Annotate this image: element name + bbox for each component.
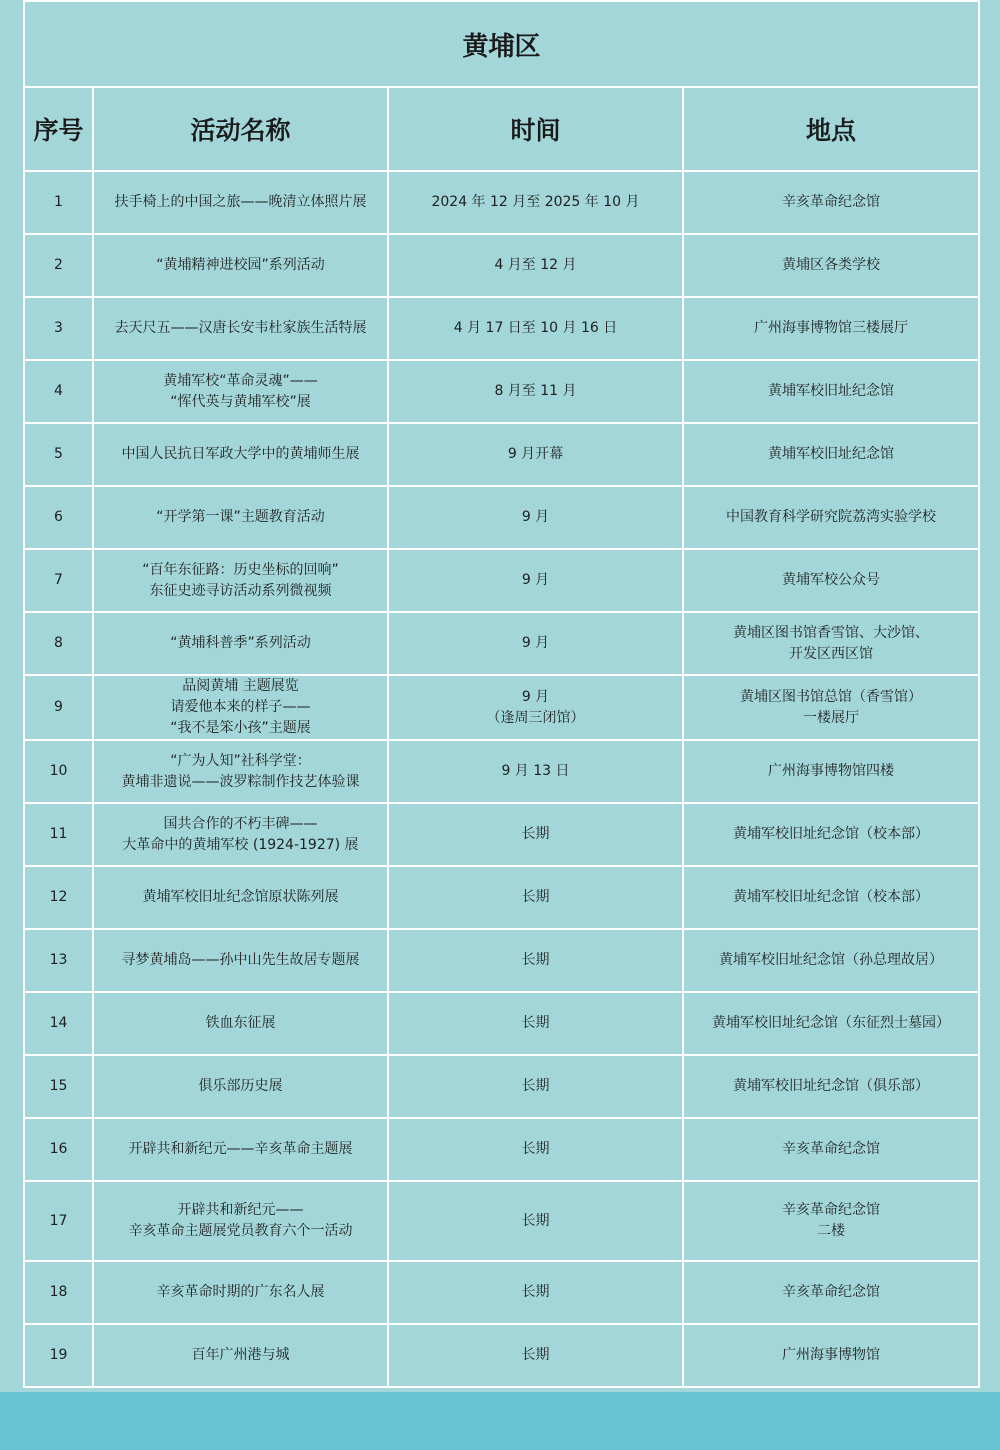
cell-no: 13 xyxy=(24,929,93,992)
cell-place: 黄埔区图书馆香雪馆、大沙馆、 开发区西区馆 xyxy=(683,612,979,675)
cell-activity-name: “百年东征路：历史坐标的回响” 东征史迹寻访活动系列微视频 xyxy=(93,549,388,612)
cell-no: 3 xyxy=(24,297,93,360)
cell-place: 黄埔军校旧址纪念馆（东征烈士墓园） xyxy=(683,992,979,1055)
table-body xyxy=(24,171,979,1387)
cell-place: 黄埔军校旧址纪念馆 xyxy=(683,423,979,486)
header-no: 序号 xyxy=(24,87,93,171)
cell-no: 17 xyxy=(24,1181,93,1261)
table-row xyxy=(24,1261,979,1324)
table-row xyxy=(24,1118,979,1181)
cell-place: 黄埔军校旧址纪念馆（俱乐部） xyxy=(683,1055,979,1118)
cell-time: 长期 xyxy=(388,1055,683,1118)
table-row xyxy=(24,171,979,234)
cell-no: 7 xyxy=(24,549,93,612)
cell-no: 1 xyxy=(24,171,93,234)
cell-time: 9 月 13 日 xyxy=(388,740,683,803)
cell-activity-name: 辛亥革命时期的广东名人展 xyxy=(93,1261,388,1324)
table-row xyxy=(24,1181,979,1261)
cell-no: 2 xyxy=(24,234,93,297)
cell-time: 9 月 xyxy=(388,549,683,612)
cell-activity-name: 寻梦黄埔岛——孙中山先生故居专题展 xyxy=(93,929,388,992)
cell-time: 8 月至 11 月 xyxy=(388,360,683,423)
table-row xyxy=(24,1055,979,1118)
cell-place: 广州海事博物馆四楼 xyxy=(683,740,979,803)
cell-activity-name: 品阅黄埔 主题展览 请爱他本来的样子—— “我不是笨小孩”主题展 xyxy=(93,675,388,740)
cell-time: 长期 xyxy=(388,992,683,1055)
cell-place: 黄埔军校旧址纪念馆（校本部） xyxy=(683,866,979,929)
cell-no: 9 xyxy=(24,675,93,740)
cell-no: 5 xyxy=(24,423,93,486)
cell-place: 广州海事博物馆 xyxy=(683,1324,979,1387)
cell-no: 11 xyxy=(24,803,93,866)
cell-time: 长期 xyxy=(388,866,683,929)
cell-activity-name: 扶手椅上的中国之旅——晚清立体照片展 xyxy=(93,171,388,234)
cell-place: 黄埔军校公众号 xyxy=(683,549,979,612)
cell-activity-name: “黄埔科普季”系列活动 xyxy=(93,612,388,675)
table-row xyxy=(24,360,979,423)
cell-activity-name: “黄埔精神进校园”系列活动 xyxy=(93,234,388,297)
cell-no: 8 xyxy=(24,612,93,675)
cell-no: 15 xyxy=(24,1055,93,1118)
cell-no: 6 xyxy=(24,486,93,549)
cell-activity-name: 俱乐部历史展 xyxy=(93,1055,388,1118)
cell-place: 黄埔军校旧址纪念馆 xyxy=(683,360,979,423)
cell-time: 长期 xyxy=(388,1118,683,1181)
cell-no: 18 xyxy=(24,1261,93,1324)
table-row xyxy=(24,549,979,612)
cell-time: 长期 xyxy=(388,929,683,992)
cell-activity-name: 铁血东征展 xyxy=(93,992,388,1055)
table-row xyxy=(24,803,979,866)
bottom-band xyxy=(0,1392,1000,1450)
cell-time: 4 月 17 日至 10 月 16 日 xyxy=(388,297,683,360)
cell-activity-name: 黄埔军校“革命灵魂”—— “恽代英与黄埔军校”展 xyxy=(93,360,388,423)
cell-activity-name: 开辟共和新纪元—— 辛亥革命主题展党员教育六个一活动 xyxy=(93,1181,388,1261)
cell-time: 9 月开幕 xyxy=(388,423,683,486)
table-row xyxy=(24,423,979,486)
cell-activity-name: “广为人知”社科学堂： 黄埔非遗说——波罗粽制作技艺体验课 xyxy=(93,740,388,803)
cell-time: 长期 xyxy=(388,803,683,866)
cell-activity-name: “开学第一课”主题教育活动 xyxy=(93,486,388,549)
header-row xyxy=(24,87,979,171)
header-place: 地点 xyxy=(683,87,979,171)
header-name: 活动名称 xyxy=(93,87,388,171)
table-row xyxy=(24,297,979,360)
cell-place: 黄埔区各类学校 xyxy=(683,234,979,297)
cell-activity-name: 开辟共和新纪元——辛亥革命主题展 xyxy=(93,1118,388,1181)
table-row xyxy=(24,929,979,992)
cell-place: 辛亥革命纪念馆 xyxy=(683,1261,979,1324)
table-row xyxy=(24,486,979,549)
cell-time: 4 月至 12 月 xyxy=(388,234,683,297)
cell-time: 长期 xyxy=(388,1261,683,1324)
cell-activity-name: 去天尺五——汉唐长安韦杜家族生活特展 xyxy=(93,297,388,360)
table-row xyxy=(24,740,979,803)
table-row xyxy=(24,866,979,929)
cell-place: 广州海事博物馆三楼展厅 xyxy=(683,297,979,360)
cell-time: 9 月 （逢周三闭馆） xyxy=(388,675,683,740)
table-row xyxy=(24,234,979,297)
cell-activity-name: 黄埔军校旧址纪念馆原状陈列展 xyxy=(93,866,388,929)
cell-activity-name: 国共合作的不朽丰碑—— 大革命中的黄埔军校 (1924-1927) 展 xyxy=(93,803,388,866)
cell-no: 4 xyxy=(24,360,93,423)
cell-place: 黄埔区图书馆总馆（香雪馆） 一楼展厅 xyxy=(683,675,979,740)
cell-place: 辛亥革命纪念馆 xyxy=(683,1118,979,1181)
cell-time: 9 月 xyxy=(388,486,683,549)
cell-no: 14 xyxy=(24,992,93,1055)
table-row xyxy=(24,612,979,675)
cell-no: 19 xyxy=(24,1324,93,1387)
header-time: 时间 xyxy=(388,87,683,171)
cell-place: 黄埔军校旧址纪念馆（校本部） xyxy=(683,803,979,866)
cell-time: 长期 xyxy=(388,1181,683,1261)
cell-time: 2024 年 12 月至 2025 年 10 月 xyxy=(388,171,683,234)
table-row xyxy=(24,1324,979,1387)
cell-place: 黄埔军校旧址纪念馆（孙总理故居） xyxy=(683,929,979,992)
cell-activity-name: 百年广州港与城 xyxy=(93,1324,388,1387)
cell-no: 10 xyxy=(24,740,93,803)
table-row xyxy=(24,992,979,1055)
table-row xyxy=(24,675,979,740)
cell-place: 中国教育科学研究院荔湾实验学校 xyxy=(683,486,979,549)
table-title: 黄埔区 xyxy=(24,1,979,87)
cell-no: 16 xyxy=(24,1118,93,1181)
cell-time: 9 月 xyxy=(388,612,683,675)
cell-no: 12 xyxy=(24,866,93,929)
activity-table xyxy=(23,0,980,1388)
cell-place: 辛亥革命纪念馆 xyxy=(683,171,979,234)
cell-activity-name: 中国人民抗日军政大学中的黄埔师生展 xyxy=(93,423,388,486)
cell-time: 长期 xyxy=(388,1324,683,1387)
cell-place: 辛亥革命纪念馆 二楼 xyxy=(683,1181,979,1261)
